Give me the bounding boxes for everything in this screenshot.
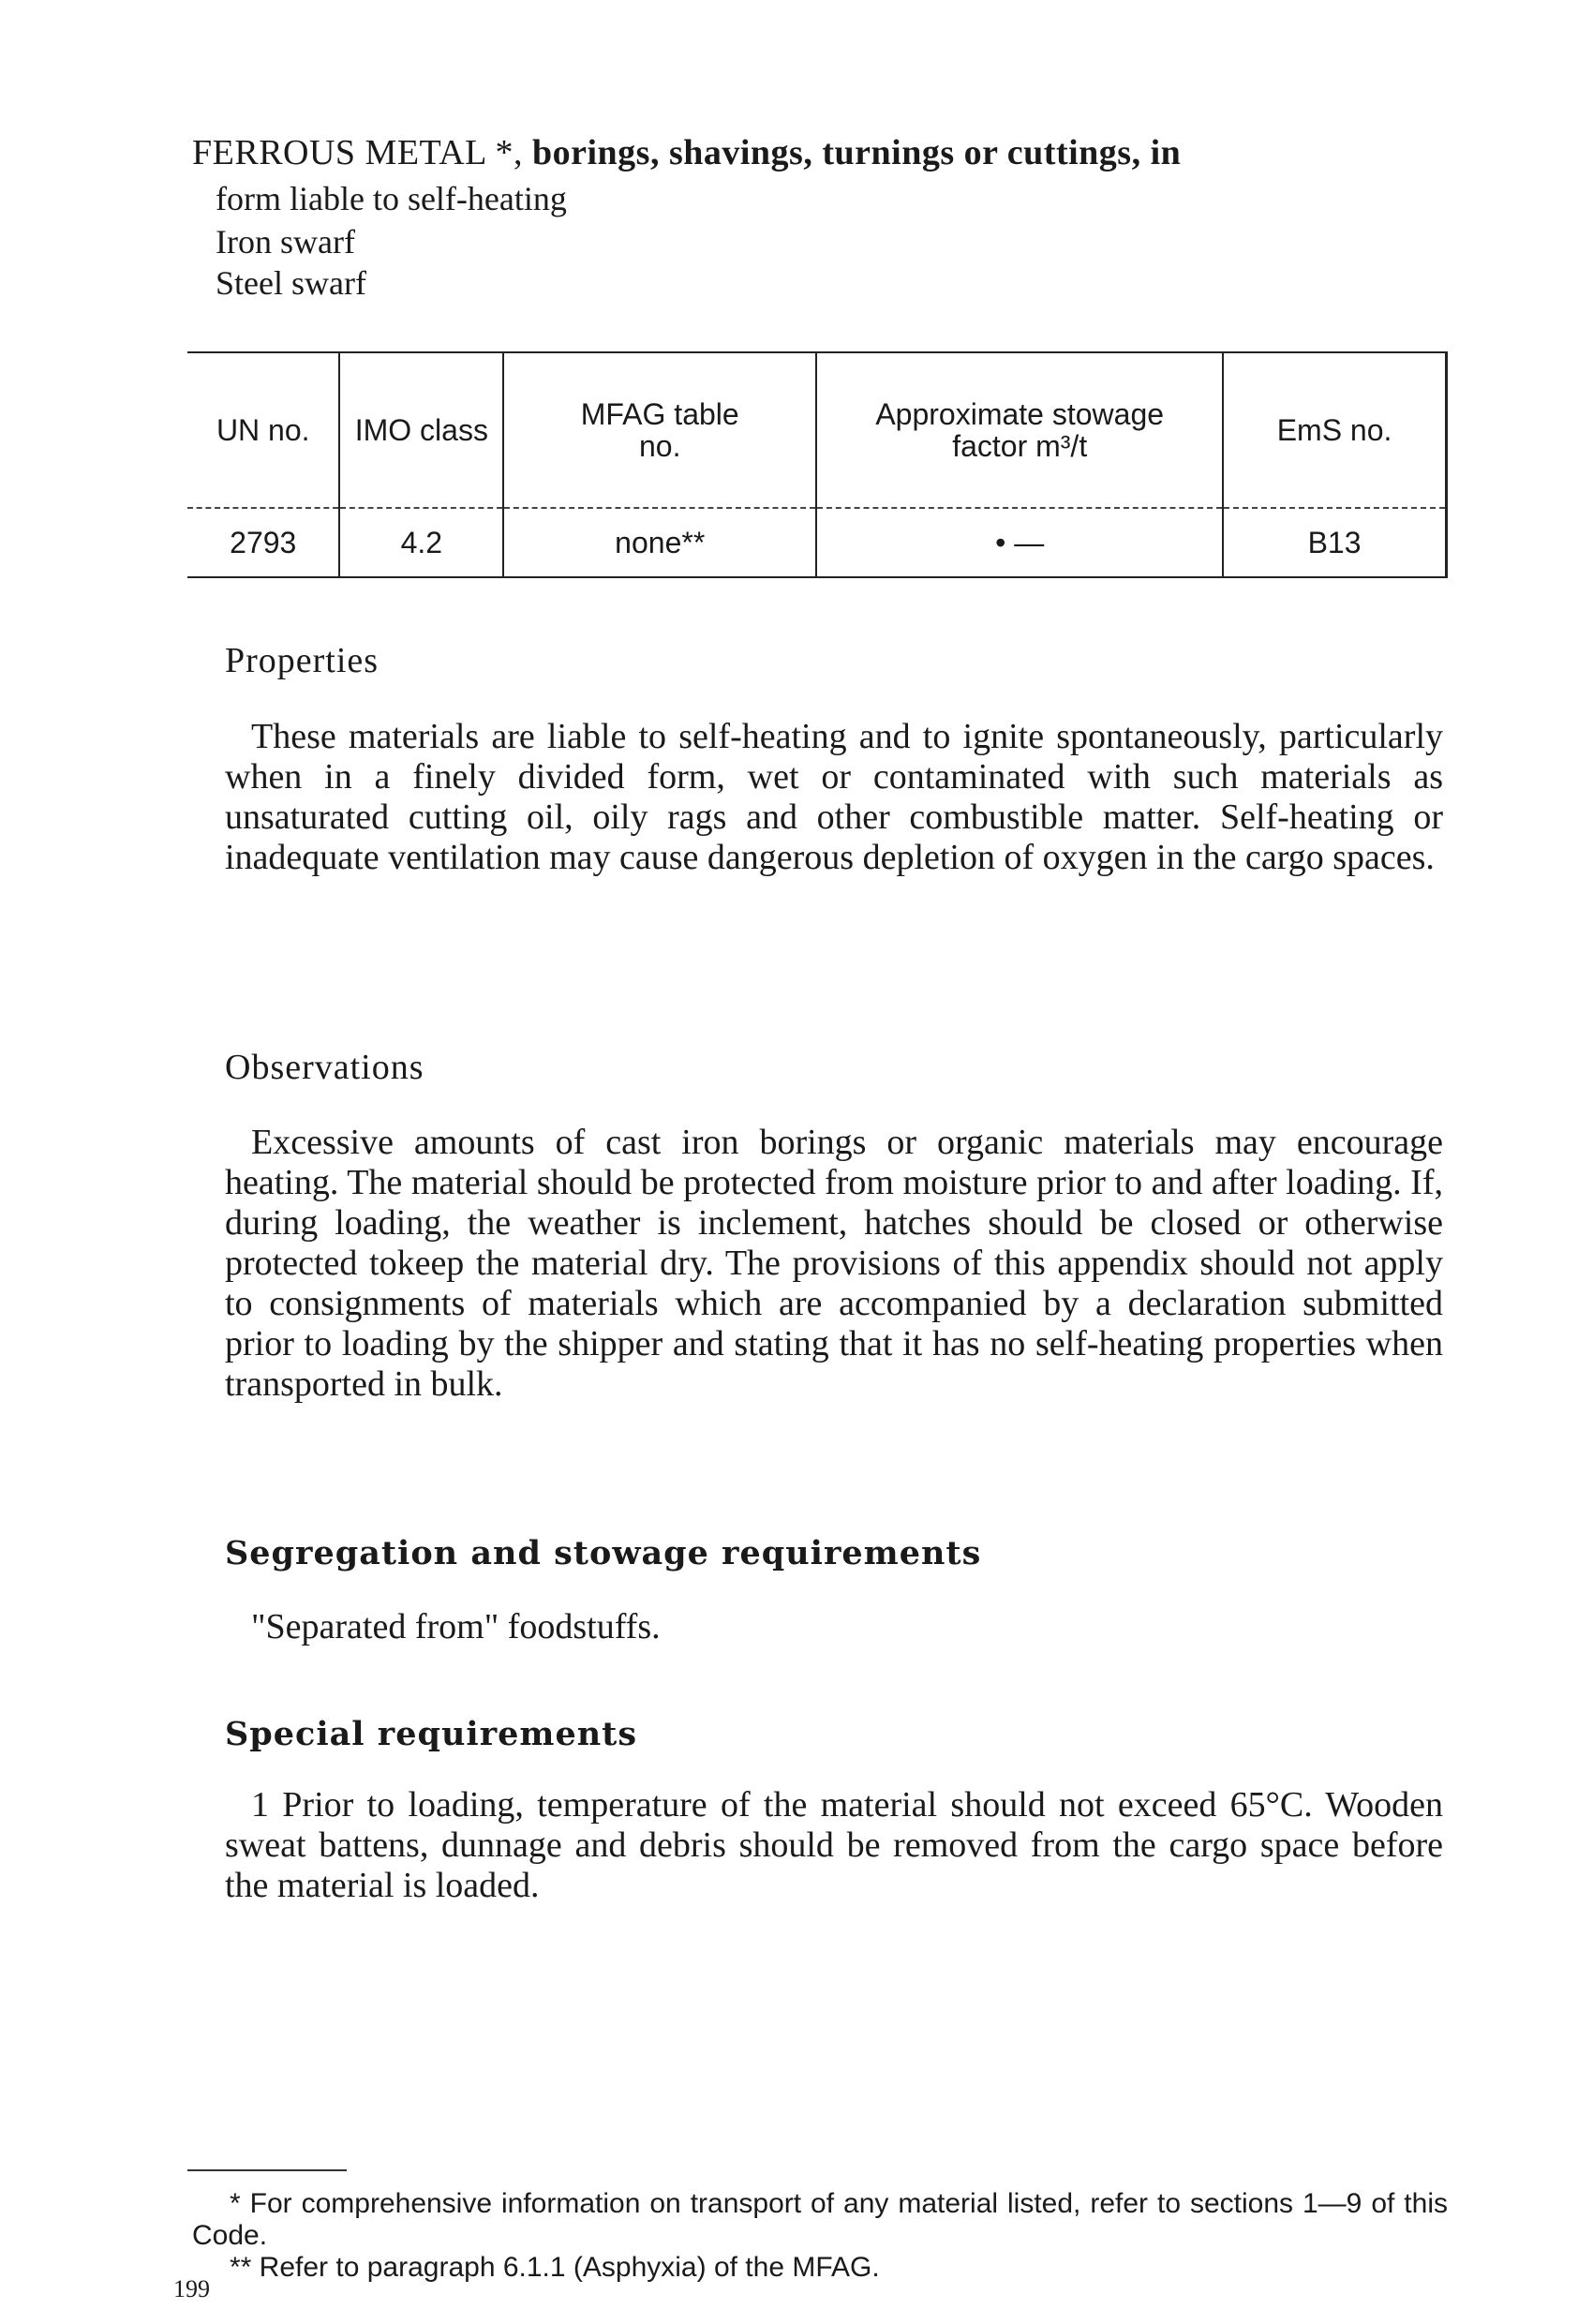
- cell-un-no: 2793: [230, 525, 297, 559]
- footnote-2: ** Refer to paragraph 6.1.1 (Asphyxia) of the MFAG.: [230, 2252, 880, 2283]
- alt-name-2: Steel swarf: [216, 264, 366, 302]
- properties-heading: Properties: [225, 641, 380, 680]
- table-row: [187, 508, 1447, 577]
- page-number: 199: [173, 2275, 210, 2302]
- header-un-no: UN no.: [216, 413, 310, 447]
- header-stowage-factor: Approximate stowage factor m³/t: [816, 352, 1223, 508]
- cargo-title: [192, 129, 1448, 304]
- cargo-name: FERROUS METAL *,: [192, 133, 523, 172]
- footnote-1: * For comprehensive information on transport of any material listed, refer to sections 1—9 of this Code.: [192, 2188, 1448, 2251]
- header-imo-class: IMO class: [339, 352, 503, 508]
- cell-imo-class: 4.2: [339, 508, 503, 577]
- title-line-1: [192, 129, 1448, 176]
- segregation-text: "Separated from" foodstuffs.: [251, 1607, 661, 1646]
- footnotes: [192, 2188, 1448, 2284]
- cargo-data-table: [187, 351, 1448, 578]
- observations-heading: Observations: [225, 1048, 424, 1087]
- title-line-1-rest: borings, shavings, turnings or cuttings, in: [522, 133, 1182, 172]
- header-mfag-table: MFAG table no.: [503, 352, 816, 508]
- alt-name-1: Iron swarf: [216, 223, 355, 261]
- cell-mfag-table: none**: [503, 508, 816, 577]
- cell-ems-no: B13: [1223, 508, 1446, 577]
- properties-text: These materials are liable to self-heating and to ignite spontaneously, particularly when in a finely divided form, wet or contaminated with such materials as unsaturated cutting oil, oily rags and other combustible matter. Self-heating or inadequate ventilation may cause dangerous depletion of oxygen in the cargo spaces.: [225, 717, 1443, 877]
- observations-text: Excessive amounts of cast iron borings or organic materials may encourage heating. The material should be protected from moisture prior to and after loading. If, during loading, the weather is inclement, hatches should be closed or otherwise protected tokeep the material dry. The provisions of this appendix should not apply to consignments of materials which are accompanied by a declaration submitted prior to loading by the shipper and stating that it has no self-heating properties when transported in bulk.: [225, 1123, 1443, 1404]
- segregation-heading: Segregation and stowage requirements: [225, 1534, 982, 1572]
- footnote-divider: [187, 2169, 347, 2171]
- cell-stowage-factor: • —: [816, 508, 1223, 577]
- special-heading: Special requirements: [225, 1715, 638, 1753]
- title-line-2: form liable to self-heating: [216, 180, 567, 217]
- special-text: 1 Prior to loading, temperature of the material should not exceed 65°C. Wooden sweat battens, dunnage and debris should be removed from the cargo space before the material is loaded.: [225, 1785, 1443, 1905]
- header-ems-no: EmS no.: [1223, 352, 1446, 508]
- table-header-row: [187, 352, 1447, 508]
